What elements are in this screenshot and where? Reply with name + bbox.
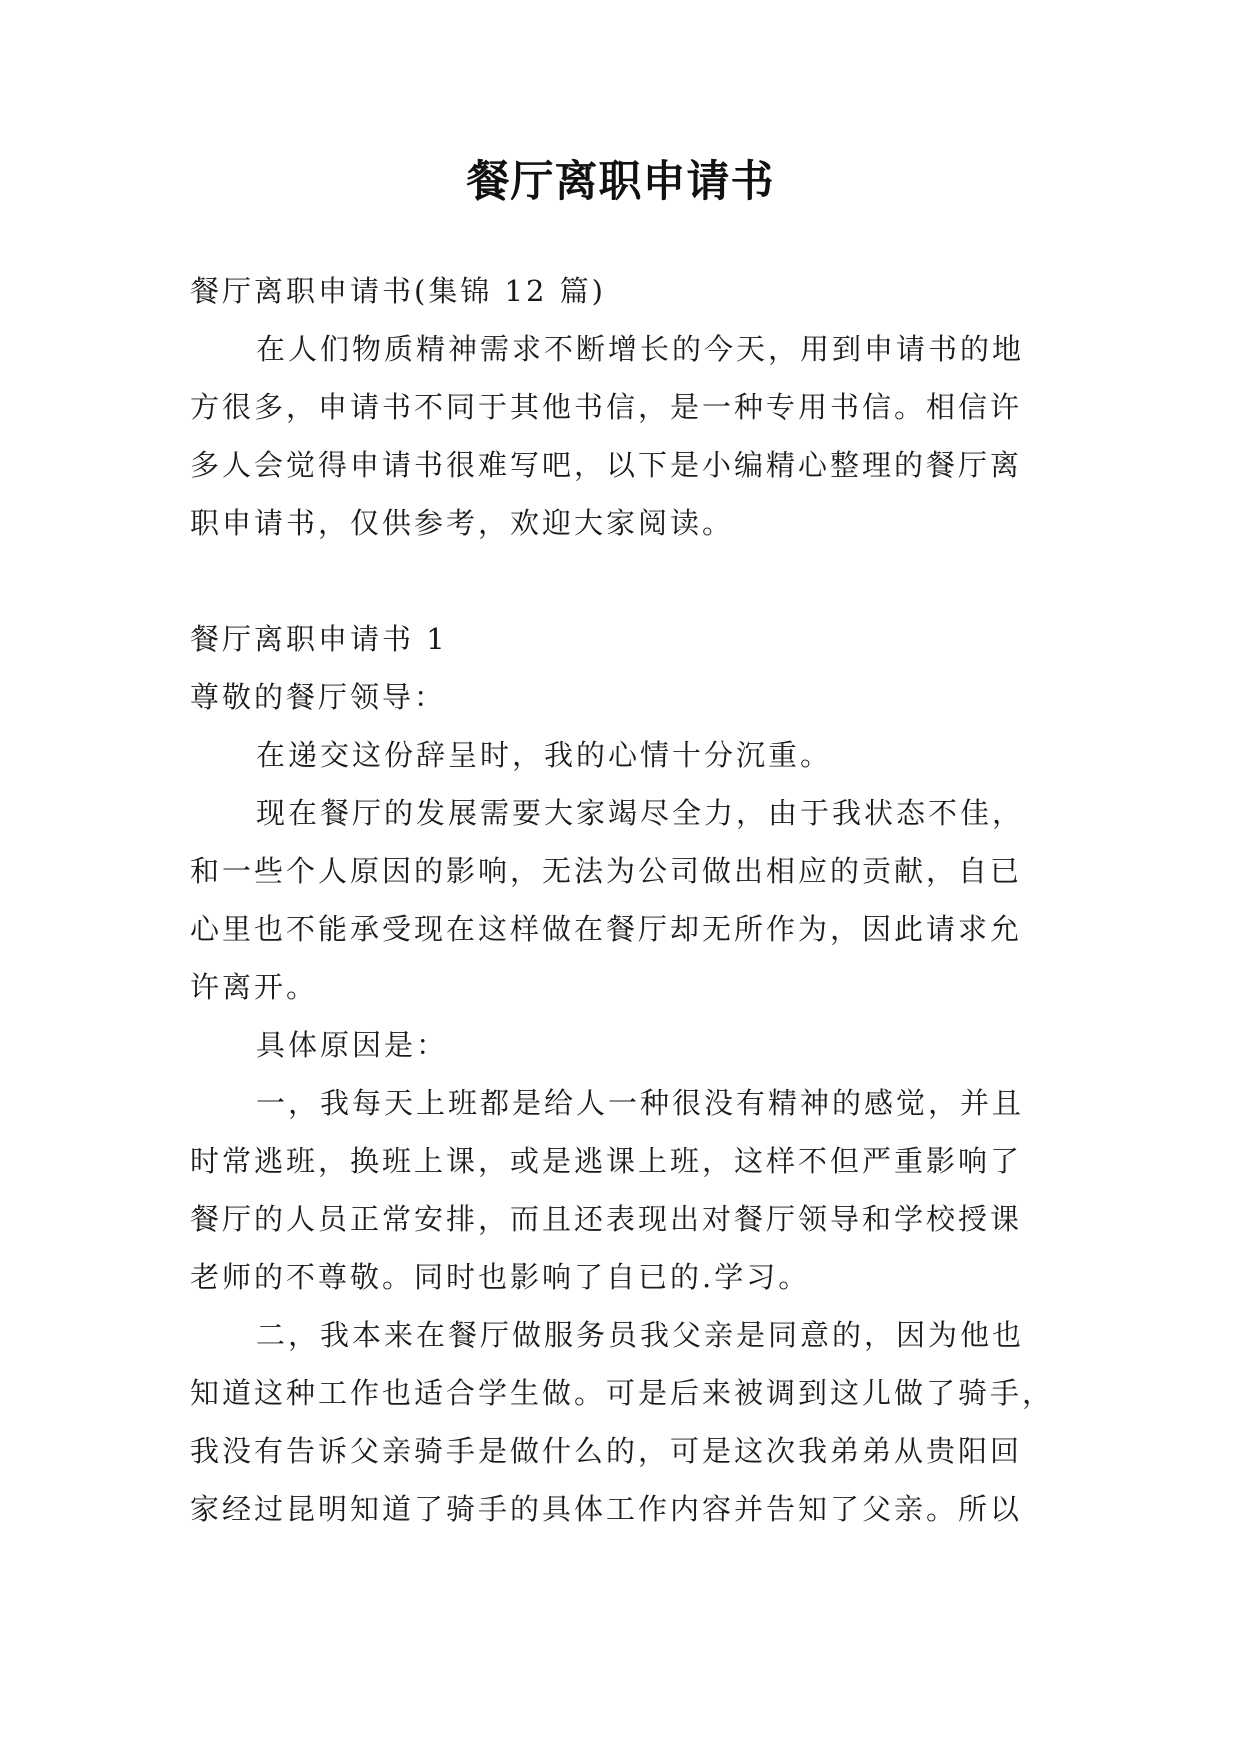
paragraph-line: 一，我每天上班都是给人一种很没有精神的感觉，并且: [256, 1086, 1025, 1120]
intro-paragraph-line: 方很多，申请书不同于其他书信，是一种专用书信。相信许: [190, 390, 1023, 424]
intro-paragraph-line: 在人们物质精神需求不断增长的今天，用到申请书的地: [256, 332, 1025, 366]
paragraph-line: 现在餐厅的发展需要大家竭尽全力，由于我状态不佳，: [256, 796, 1025, 830]
paragraph-line: 心里也不能承受现在这样做在餐厅却无所作为，因此请求允: [190, 912, 1023, 946]
document-title: 餐厅离职申请书: [466, 157, 775, 207]
intro-paragraph-line: 多人会觉得申请书很难写吧，以下是小编精心整理的餐厅离: [190, 448, 1023, 482]
collection-heading: 餐厅离职申请书(集锦 12 篇): [190, 274, 606, 308]
paragraph-line: 餐厅的人员正常安排，而且还表现出对餐厅领导和学校授课: [190, 1202, 1023, 1236]
paragraph-line: 我没有告诉父亲骑手是做什么的，可是这次我弟弟从贵阳回: [190, 1434, 1023, 1468]
paragraph-line: 知道这种工作也适合学生做。可是后来被调到这儿做了骑手，: [190, 1376, 1055, 1410]
blank-line: [190, 552, 1052, 610]
section-heading: 餐厅离职申请书 1: [190, 622, 448, 656]
paragraph-line: 时常逃班，换班上课，或是逃课上班，这样不但严重影响了: [190, 1144, 1023, 1178]
salutation: 尊敬的餐厅领导：: [190, 680, 447, 714]
paragraph-line: 家经过昆明知道了骑手的具体工作内容并告知了父亲。所以: [190, 1492, 1023, 1526]
paragraph-line: 老师的不尊敬。同时也影响了自已的.学习。: [190, 1260, 811, 1294]
paragraph-line: 在递交这份辞呈时，我的心情十分沉重。: [256, 738, 833, 772]
paragraph-line: 许离开。: [190, 970, 319, 1004]
intro-paragraph-line: 职申请书，仅供参考，欢迎大家阅读。: [190, 506, 735, 540]
paragraph-line: 和一些个人原因的影响，无法为公司做出相应的贡献，自已: [190, 854, 1023, 888]
paragraph-line: 二，我本来在餐厅做服务员我父亲是同意的，因为他也: [256, 1318, 1025, 1352]
paragraph-line: 具体原因是：: [256, 1028, 449, 1062]
document-body: [190, 262, 1055, 1538]
